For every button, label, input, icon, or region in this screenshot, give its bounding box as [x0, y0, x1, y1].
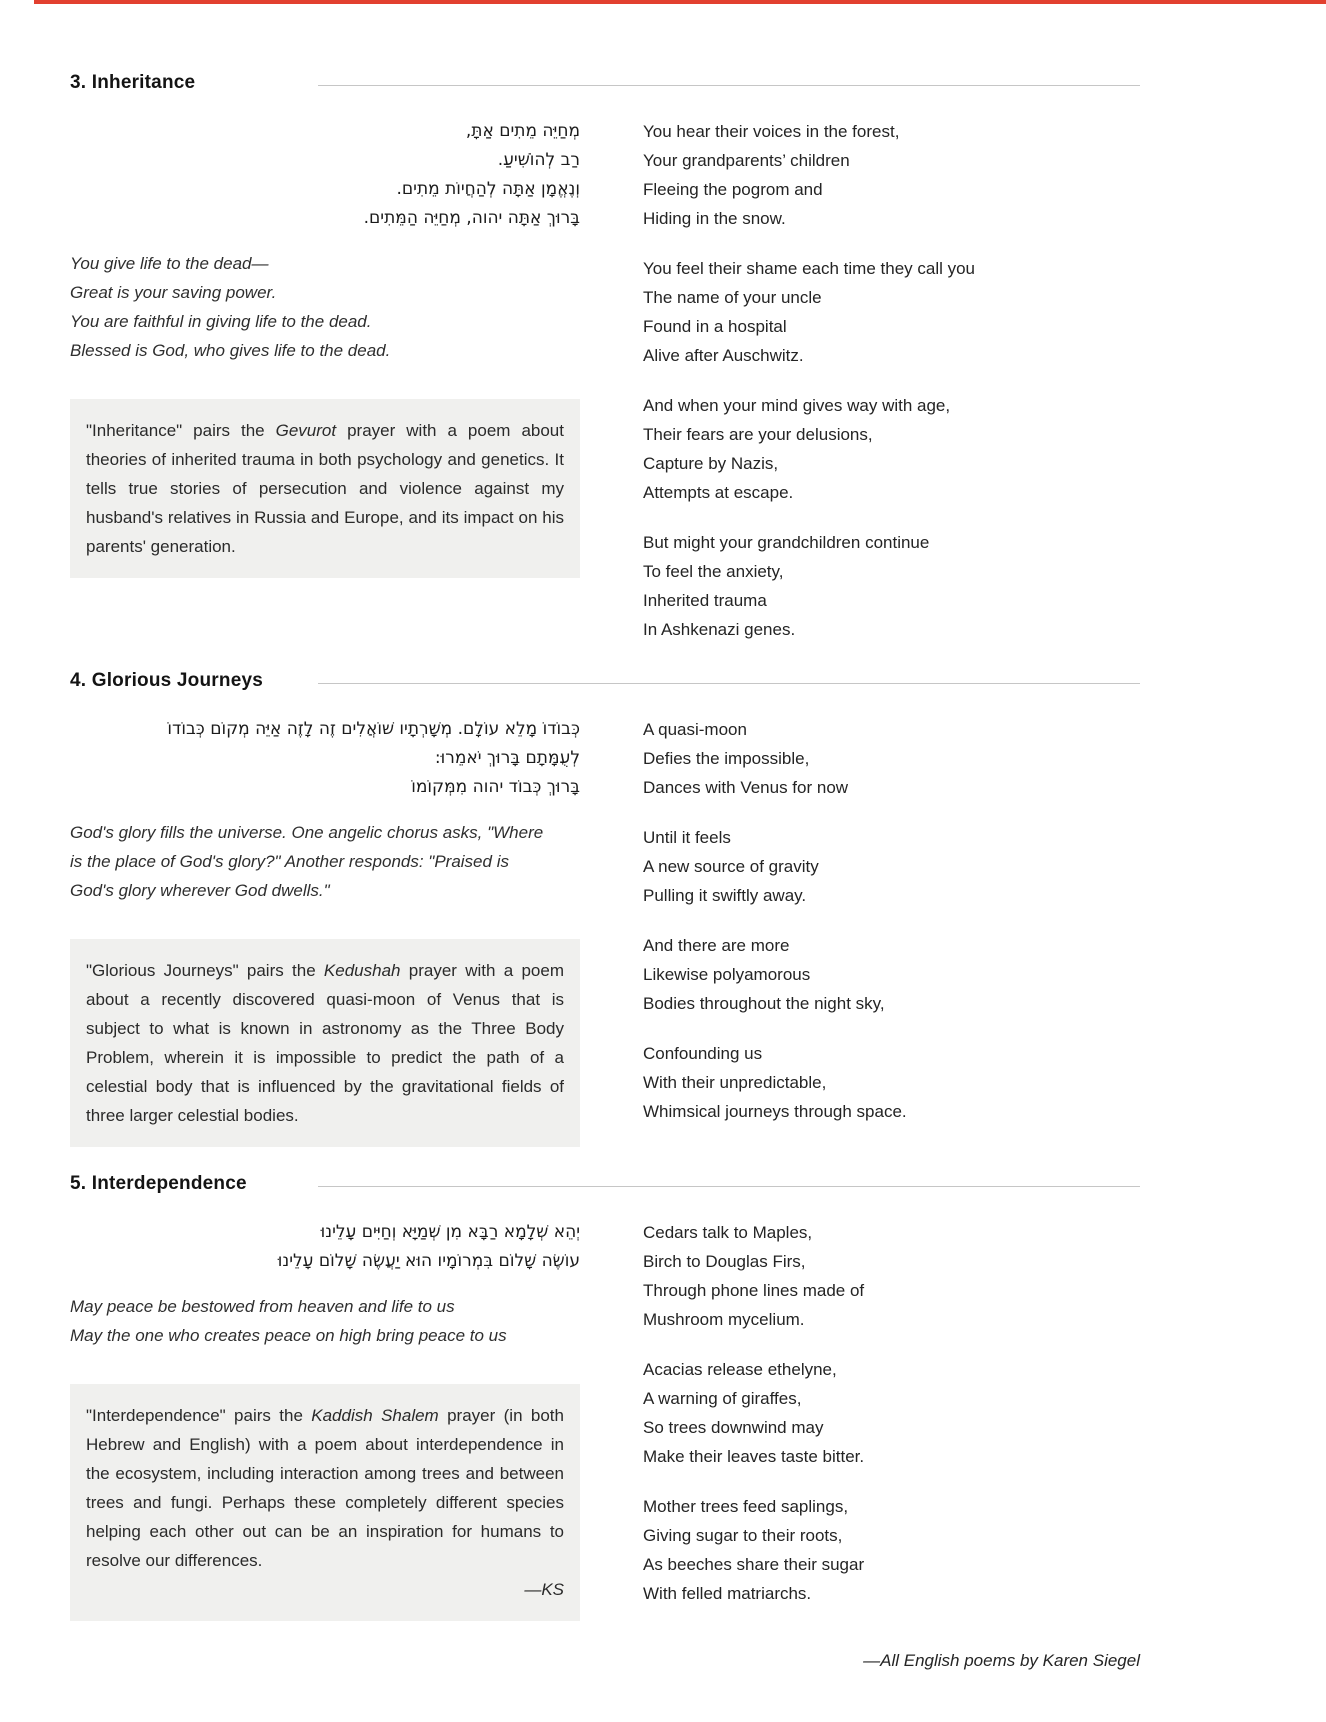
poem-stanza: [643, 391, 1140, 507]
note-text-segment: prayer (in both Hebrew and English) with a poem about interdependence in the ecosystem, including interaction among trees and between trees and fungi. Perhaps these completely different species helping each other out can be an inspiration for humans to resolve our differences.: [86, 1406, 564, 1570]
poem-stanza: [643, 117, 1140, 233]
english-translation: [70, 1292, 580, 1350]
note-text-segment: "Glorious Journeys" pairs the: [86, 961, 324, 980]
poem-line: You hear their voices in the forest,: [643, 122, 900, 141]
translation-line: God's glory wherever God dwells.": [70, 881, 330, 900]
poem-line: Defies the impossible,: [643, 749, 810, 768]
translation-line: Great is your saving power.: [70, 283, 277, 302]
poem-column: [643, 1213, 1140, 1608]
poem-line: As beeches share their sugar: [643, 1555, 865, 1574]
poem-line: Attempts at escape.: [643, 483, 794, 502]
poem-line: To feel the anxiety,: [643, 562, 784, 581]
section-interdependence: [70, 1173, 1140, 1621]
hebrew-line: לְעֻמָּתָם בָּרוּךְ יֹאמֵרוּ:: [434, 748, 580, 768]
poem-line: So trees downwind may: [643, 1418, 824, 1437]
section-inheritance: [70, 72, 1140, 644]
commentary-note-text: [86, 956, 564, 1130]
poem-line: Acacias release ethelyne,: [643, 1360, 837, 1379]
hebrew-line: בָּרוּךְ כְּבוֹד יהוה מִמְּקוֹמוֹ: [411, 777, 580, 797]
section-divider-line: [318, 1186, 1140, 1187]
hebrew-line: רַב לְהוֹשִׁיעַ.: [497, 150, 580, 170]
section-glorious-journeys: [70, 670, 1140, 1147]
poem-stanza: [643, 254, 1140, 370]
poem-line: Their fears are your delusions,: [643, 425, 873, 444]
poem-line: Giving sugar to their roots,: [643, 1526, 843, 1545]
hebrew-prayer-text: [70, 1218, 580, 1276]
poem-line: Cedars talk to Maples,: [643, 1223, 813, 1242]
poem-stanza: [643, 528, 1140, 644]
poem-line: With felled matriarchs.: [643, 1584, 812, 1603]
poem-line: Dances with Venus for now: [643, 778, 849, 797]
section-divider-line: [318, 85, 1140, 86]
poem-stanza: [643, 1039, 1140, 1126]
hebrew-prayer-text: [70, 715, 580, 802]
poem-line: Pulling it swiftly away.: [643, 886, 807, 905]
prayer-column: [70, 112, 580, 578]
poem-line: Until it feels: [643, 828, 731, 847]
sections-container: [70, 72, 1140, 1621]
hebrew-line: בָּרוּךְ אַתָּה יהוה, מְחַיֵּה הַמֵּתִים.: [363, 208, 580, 228]
poem-line: Birch to Douglas Firs,: [643, 1252, 806, 1271]
prayer-column: [70, 1213, 580, 1621]
poem-stanza: [643, 931, 1140, 1018]
poem-stanza: [643, 1492, 1140, 1608]
note-text-segment: "Inheritance" pairs the: [86, 421, 276, 440]
section-header: [70, 72, 1140, 98]
commentary-note-box: [70, 1384, 580, 1621]
commentary-note-box: [70, 939, 580, 1147]
section-divider-line: [318, 683, 1140, 684]
commentary-note-text: [86, 1401, 564, 1575]
section-header: [70, 1173, 1140, 1199]
poem-line: Mushroom mycelium.: [643, 1310, 805, 1329]
poem-line: A new source of gravity: [643, 857, 819, 876]
poem-line: The name of your uncle: [643, 288, 822, 307]
poem-line: Through phone lines made of: [643, 1281, 865, 1300]
poem-line: Make their leaves taste bitter.: [643, 1447, 865, 1466]
poem-line: Bodies throughout the night sky,: [643, 994, 885, 1013]
commentary-note-text: [86, 416, 564, 561]
note-term-italic: Kedushah: [323, 961, 401, 980]
section-title: 4. Glorious Journeys: [70, 670, 263, 691]
hebrew-line: עוֹשֶׂה שָׁלוֹם בִּמְרוֹמָיו הוּא יַעֲשֶׂה שָׁלוֹם עָלֵינוּ: [277, 1251, 580, 1271]
poem-line: A warning of giraffes,: [643, 1389, 802, 1408]
translation-line: is the place of God's glory?" Another responds: "Praised is: [70, 852, 509, 871]
translation-line: May the one who creates peace on high bring peace to us: [70, 1326, 507, 1345]
prayer-column: [70, 710, 580, 1147]
poem-line: Confounding us: [643, 1044, 763, 1063]
hebrew-line: יְהֵא שְׁלָמָא רַבָּא מִן שְׁמַיָּא וְחַיִּים עָלֵינוּ: [320, 1222, 580, 1242]
poem-stanza: [643, 1218, 1140, 1334]
poem-line: Capture by Nazis,: [643, 454, 779, 473]
hebrew-line: כְּבוֹדוֹ מָלֵא עוֹלָם. מְשָׁרְתָיו שׁוֹאֲלִים זֶה לָזֶה אַיֵּה מְקוֹם כְּבוֹדוֹ: [167, 719, 580, 739]
section-header: [70, 670, 1140, 696]
translation-line: God's glory fills the universe. One angelic chorus asks, "Where: [70, 823, 544, 842]
section-columns: [70, 710, 1140, 1147]
note-text-segment: prayer with a poem about theories of inherited trauma in both psychology and genetics. It tells true stories of persecution and violence against my husband's relatives in Russia and Europe, and its impact on his parents' generation.: [86, 421, 564, 556]
note-term-italic: Kaddish Shalem: [311, 1406, 439, 1425]
commentary-note-box: [70, 399, 580, 578]
page-top-accent-line: [34, 0, 1326, 4]
poem-line: Fleeing the pogrom and: [643, 180, 823, 199]
poem-line: Alive after Auschwitz.: [643, 346, 804, 365]
poem-line: Found in a hospital: [643, 317, 787, 336]
poem-stanza: [643, 1355, 1140, 1471]
english-translation: [70, 249, 580, 365]
translation-line: You give life to the dead—: [70, 254, 269, 273]
note-term-italic: Gevurot: [275, 421, 337, 440]
poem-line: In Ashkenazi genes.: [643, 620, 796, 639]
poem-stanza: [643, 715, 1140, 802]
poem-line: Mother trees feed saplings,: [643, 1497, 849, 1516]
commentary-signature: —KS: [524, 1580, 564, 1599]
translation-line: Blessed is God, who gives life to the dead.: [70, 341, 391, 360]
section-title: 5. Interdependence: [70, 1173, 247, 1194]
poem-line: A quasi-moon: [643, 720, 747, 739]
poem-line: And there are more: [643, 936, 790, 955]
poem-line: Your grandparents’ children: [643, 151, 850, 170]
poems-attribution: —All English poems by Karen Siegel: [863, 1651, 1140, 1670]
poem-line: You feel their shame each time they call you: [643, 259, 976, 278]
poem-line: Inherited trauma: [643, 591, 767, 610]
english-translation: [70, 818, 580, 905]
poem-column: [643, 710, 1140, 1126]
translation-line: You are faithful in giving life to the dead.: [70, 312, 372, 331]
section-columns: [70, 1213, 1140, 1621]
poem-line: But might your grandchildren continue: [643, 533, 930, 552]
poem-line: With their unpredictable,: [643, 1073, 827, 1092]
note-text-segment: prayer with a poem about a recently discovered quasi-moon of Venus that is subject to what is known in astronomy as the Three Body Problem, wherein it is impossible to predict the path of a celestial body that is influenced by the gravitational fields of three larger celestial bodies.: [86, 961, 564, 1125]
poem-column: [643, 112, 1140, 644]
section-title: 3. Inheritance: [70, 72, 196, 93]
poem-line: Hiding in the snow.: [643, 209, 786, 228]
translation-line: May peace be bestowed from heaven and life to us: [70, 1297, 455, 1316]
poem-line: And when your mind gives way with age,: [643, 396, 951, 415]
hebrew-line: מְחַיֵּה מֵתִים אַתָּ,: [465, 121, 580, 141]
hebrew-prayer-text: [70, 117, 580, 233]
poem-line: Whimsical journeys through space.: [643, 1102, 907, 1121]
section-columns: [70, 112, 1140, 644]
poem-stanza: [643, 823, 1140, 910]
poem-line: Likewise polyamorous: [643, 965, 811, 984]
note-text-segment: "Interdependence" pairs the: [86, 1406, 312, 1425]
hebrew-line: וְנֶאֱמָן אַתָּה לְהַחֲיוֹת מֵתִים.: [396, 179, 580, 199]
